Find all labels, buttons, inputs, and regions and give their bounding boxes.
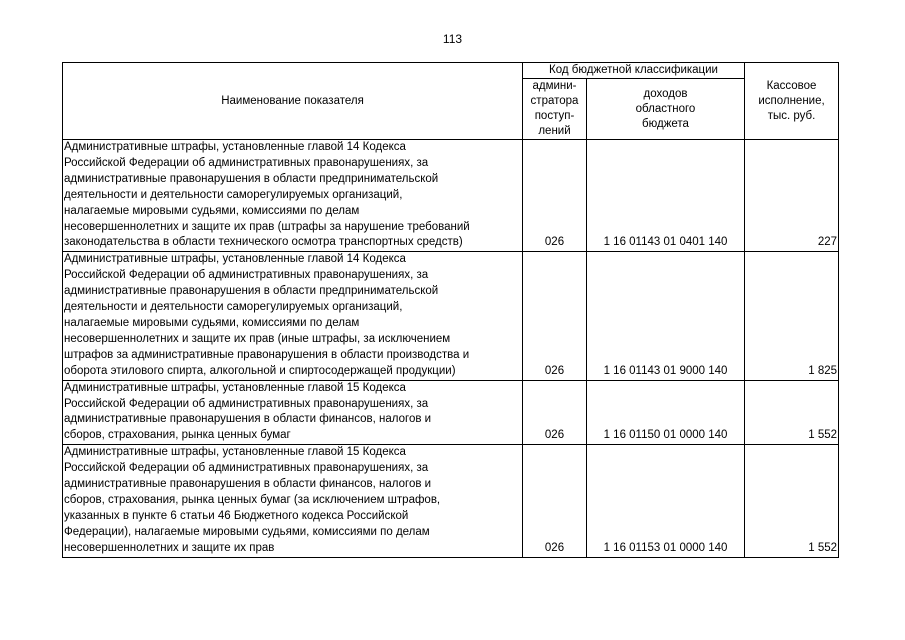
text-line: налагаемые мировыми судьями, комиссиями по делам [64, 204, 360, 217]
text-line: административные правонарушения в области финансов, налогов и [64, 413, 432, 426]
income-code-cell: 1 16 01143 01 0401 140 [587, 140, 745, 252]
admin-code-cell: 026 [523, 252, 587, 380]
header-admin-code [523, 79, 587, 140]
indicator-name-cell [63, 140, 523, 252]
text-line: областного [635, 102, 696, 115]
text-line: деятельности и деятельности саморегулируемых организаций, [64, 301, 403, 314]
text-line: Российской Федерации об административных правонарушениях, за [64, 462, 429, 475]
text-line: сборов, страхования, рынка ценных бумаг [64, 429, 291, 442]
text-line: лений [538, 125, 571, 137]
text-line: несовершеннолетних и защите их прав (штрафы за нарушение требований [64, 220, 470, 233]
page-number: 113 [442, 32, 463, 46]
income-code-cell: 1 16 01143 01 9000 140 [587, 252, 745, 380]
text-line: Федерации), налагаемые мировыми судьями, комиссиями по делам [64, 525, 430, 538]
text-line: поступ- [534, 110, 575, 122]
text-line: админи- [532, 80, 577, 92]
text-line: Российской Федерации об административных правонарушениях, за [64, 156, 429, 169]
text-line: административные правонарушения в области финансов, налогов и [64, 478, 432, 491]
budget-table [62, 62, 839, 558]
text-line: оборота этилового спирта, алкогольной и спиртосодержащей продукции) [64, 364, 456, 377]
admin-code-cell: 026 [523, 445, 587, 557]
text-line: Российской Федерации об административных правонарушениях, за [64, 397, 429, 410]
text-line: Административные штрафы, установленные главой 15 Кодекса [64, 446, 406, 459]
income-code-cell: 1 16 01153 01 0000 140 [587, 445, 745, 557]
header-indicator-name: Наименование показателя [63, 63, 523, 140]
header-cash-execution [745, 63, 839, 140]
table-body [63, 140, 839, 558]
text-line: административные правонарушения в области предпринимательской [64, 285, 439, 298]
text-line: Административные штрафы, установленные главой 14 Кодекса [64, 141, 406, 153]
amount-cell: 1 552 [745, 380, 839, 445]
table-row [63, 380, 839, 445]
text-line: указанных в пункте 6 статьи 46 Бюджетного кодекса Российской [64, 509, 409, 522]
text-line: несовершеннолетних и защите их прав [64, 541, 275, 554]
text-line: штрафов за административные правонарушения в области производства и [64, 348, 470, 361]
text-line: деятельности и деятельности саморегулируемых организаций, [64, 188, 403, 201]
text-line: бюджета [642, 117, 689, 130]
header-classification-code: Код бюджетной классификации [523, 63, 745, 79]
income-code-cell: 1 16 01150 01 0000 140 [587, 380, 745, 445]
text-line: налагаемые мировыми судьями, комиссиями по делам [64, 316, 360, 329]
text-line: Российской Федерации об административных правонарушениях, за [64, 269, 429, 282]
text-line: Административные штрафы, установленные главой 14 Кодекса [64, 253, 406, 266]
indicator-name-cell [63, 380, 523, 445]
amount-cell: 1 825 [745, 252, 839, 380]
text-line: сборов, страхования, рынка ценных бумаг (за исключением штрафов, [64, 493, 441, 506]
text-line: законодательства в области технического осмотра транспортных средств) [64, 236, 463, 249]
text-line: исполнение, [758, 94, 825, 107]
text-line: тыс. руб. [767, 109, 816, 122]
text-line: доходов [643, 87, 688, 100]
admin-code-cell: 026 [523, 380, 587, 445]
indicator-name-cell [63, 252, 523, 380]
text-line: административные правонарушения в области предпринимательской [64, 172, 439, 185]
table-row [63, 140, 839, 252]
text-line: Административные штрафы, установленные главой 15 Кодекса [64, 381, 406, 394]
table-row [63, 252, 839, 380]
header-income-code [587, 79, 745, 140]
amount-cell: 227 [745, 140, 839, 252]
text-line: несовершеннолетних и защите их прав (иные штрафы, за исключением [64, 332, 451, 345]
amount-cell: 1 552 [745, 445, 839, 557]
text-line: стратора [530, 95, 579, 107]
table-row [63, 445, 839, 557]
indicator-name-cell [63, 445, 523, 557]
admin-code-cell: 026 [523, 140, 587, 252]
text-line: Кассовое [766, 79, 817, 92]
